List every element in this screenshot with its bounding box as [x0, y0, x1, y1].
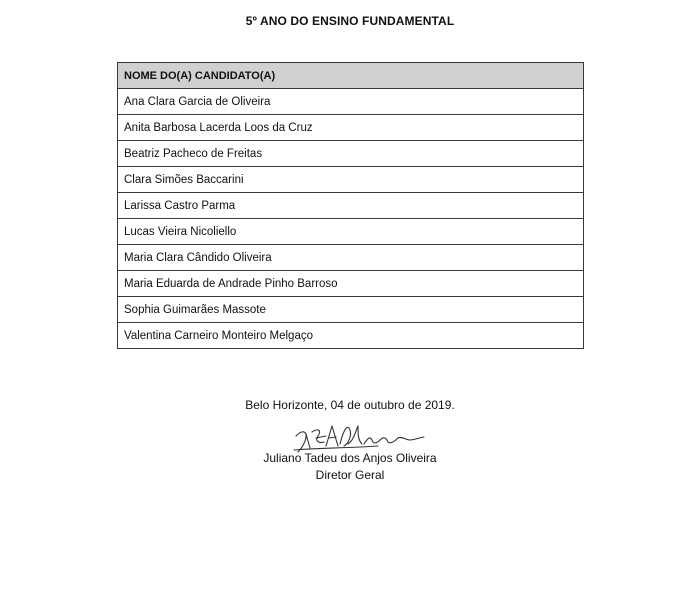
candidate-name: Maria Clara Cândido Oliveira — [118, 245, 584, 271]
table-row — [118, 141, 584, 167]
signer-title: Diretor Geral — [315, 468, 385, 482]
table-row — [118, 219, 584, 245]
table-row — [118, 245, 584, 271]
table-row — [118, 323, 584, 349]
candidate-name: Ana Clara Garcia de Oliveira — [118, 89, 584, 115]
candidate-name: Beatriz Pacheco de Freitas — [118, 141, 584, 167]
table-row — [118, 115, 584, 141]
date-line: Belo Horizonte, 04 de outubro de 2019. — [245, 398, 455, 412]
candidates-table — [117, 62, 584, 349]
candidate-name: Sophia Guimarães Massote — [118, 297, 584, 323]
table-header-row — [118, 63, 584, 89]
candidate-name: Lucas Vieira Nicoliello — [118, 219, 584, 245]
table-row — [118, 271, 584, 297]
table-row — [118, 193, 584, 219]
signer-name: Juliano Tadeu dos Anjos Oliveira — [263, 451, 437, 465]
candidate-name: Valentina Carneiro Monteiro Melgaço — [118, 323, 584, 349]
document-title: 5º ANO DO ENSINO FUNDAMENTAL — [245, 14, 455, 28]
candidate-name: Larissa Castro Parma — [118, 193, 584, 219]
column-header-candidate-name: NOME DO(A) CANDIDATO(A) — [118, 63, 584, 89]
table-row — [118, 297, 584, 323]
table-row — [118, 167, 584, 193]
candidate-name: Clara Simões Baccarini — [118, 167, 584, 193]
candidate-name: Maria Eduarda de Andrade Pinho Barroso — [118, 271, 584, 297]
candidate-name: Anita Barbosa Lacerda Loos da Cruz — [118, 115, 584, 141]
table-row — [118, 89, 584, 115]
